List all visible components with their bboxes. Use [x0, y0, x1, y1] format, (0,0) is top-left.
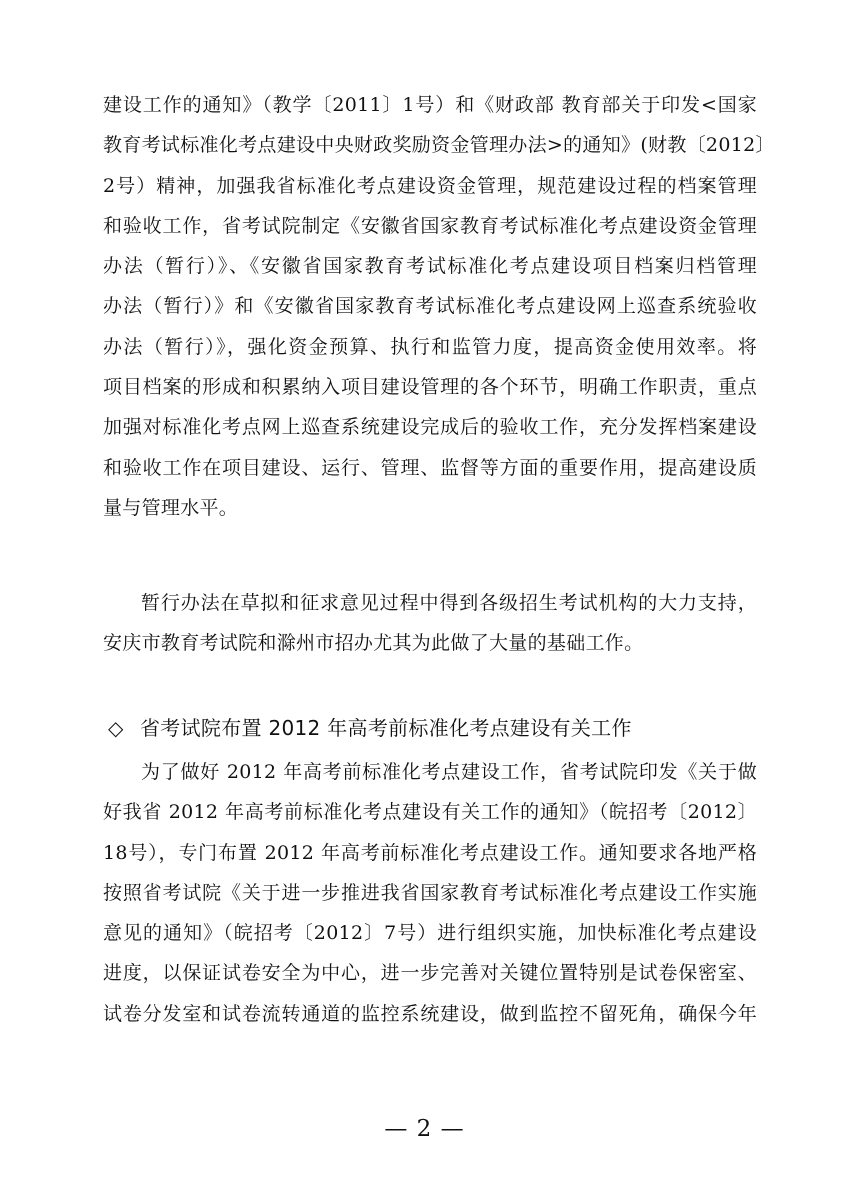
diamond-outline-icon: ◇: [108, 716, 124, 740]
paragraph-1-line: 教育考试标准化考点建设中央财政奖励资金管理办法>的通知》(财教〔2012〕: [103, 134, 775, 157]
paragraph-3-line: 进度，以保证试卷安全为中心，进一步完善对关键位置特别是试卷保密室、: [103, 962, 757, 985]
paragraph-1-line: 2号）精神，加强我省标准化考点建设资金管理，规范建设过程的档案管理: [103, 174, 757, 197]
paragraph-1-line: 量与管理水平。: [103, 496, 239, 519]
paragraph-1-line: 办法（暂行）》、《安徽省国家教育考试标准化考点建设项目档案归档管理: [103, 255, 757, 278]
paragraph-3-line: 试卷分发室和试卷流转通道的监控系统建设，做到监控不留死角，确保今年: [103, 1002, 757, 1025]
paragraph-2-line: 暂行办法在草拟和征求意见过程中得到各级招生考试机构的大力支持，: [141, 592, 757, 614]
paragraph-3-line: 为了做好 2012 年高考前标准化考点建设工作，省考试院印发《关于做: [141, 761, 757, 783]
paragraph-3-line: 按照省考试院《关于进一步推进我省国家教育考试标准化考点建设工作实施: [103, 881, 757, 904]
paragraph-1: [103, 85, 775, 528]
page-number: — 2 —: [384, 1116, 465, 1142]
section-heading-text: 省考试院布置 2012 年高考前标准化考点建设有关工作: [140, 716, 632, 740]
paragraph-3: [103, 752, 757, 1034]
section-heading: [105, 708, 755, 748]
paragraph-1-line: 和验收工作，省考试院制定《安徽省国家教育考试标准化考点建设资金管理: [103, 214, 757, 237]
paragraph-1-line: 办法（暂行）》，强化资金预算、执行和监管力度，提高资金使用效率。将: [103, 335, 757, 358]
paragraph-1-line: 和验收工作在项目建设、运行、管理、监督等方面的重要作用，提高建设质: [103, 456, 757, 479]
paragraph-1-line: 加强对标准化考点网上巡查系统建设完成后的验收工作，充分发挥档案建设: [103, 416, 757, 439]
paragraph-2-line: 安庆市教育考试院和滁州市招办尤其为此做了大量的基础工作。: [103, 632, 644, 655]
paragraph-2: [103, 583, 757, 664]
paragraph-1-line: 办法（暂行）》和《安徽省国家教育考试标准化考点建设网上巡查系统验收: [103, 295, 757, 318]
paragraph-3-line: 18号），专门布置 2012 年高考前标准化考点建设工作。通知要求各地严格: [103, 841, 757, 864]
paragraph-3-line: 好我省 2012 年高考前标准化考点建设有关工作的通知》（皖招考〔2012〕: [103, 801, 757, 824]
paragraph-3-line: 意见的通知》（皖招考〔2012〕7号）进行组织实施，加快标准化考点建设: [103, 922, 757, 945]
paragraph-1-line: 项目档案的形成和积累纳入项目建设管理的各个环节，明确工作职责，重点: [103, 376, 757, 399]
paragraph-1-line: 建设工作的通知》（教学〔2011〕1号）和《财政部 教育部关于印发<国家: [103, 94, 757, 116]
